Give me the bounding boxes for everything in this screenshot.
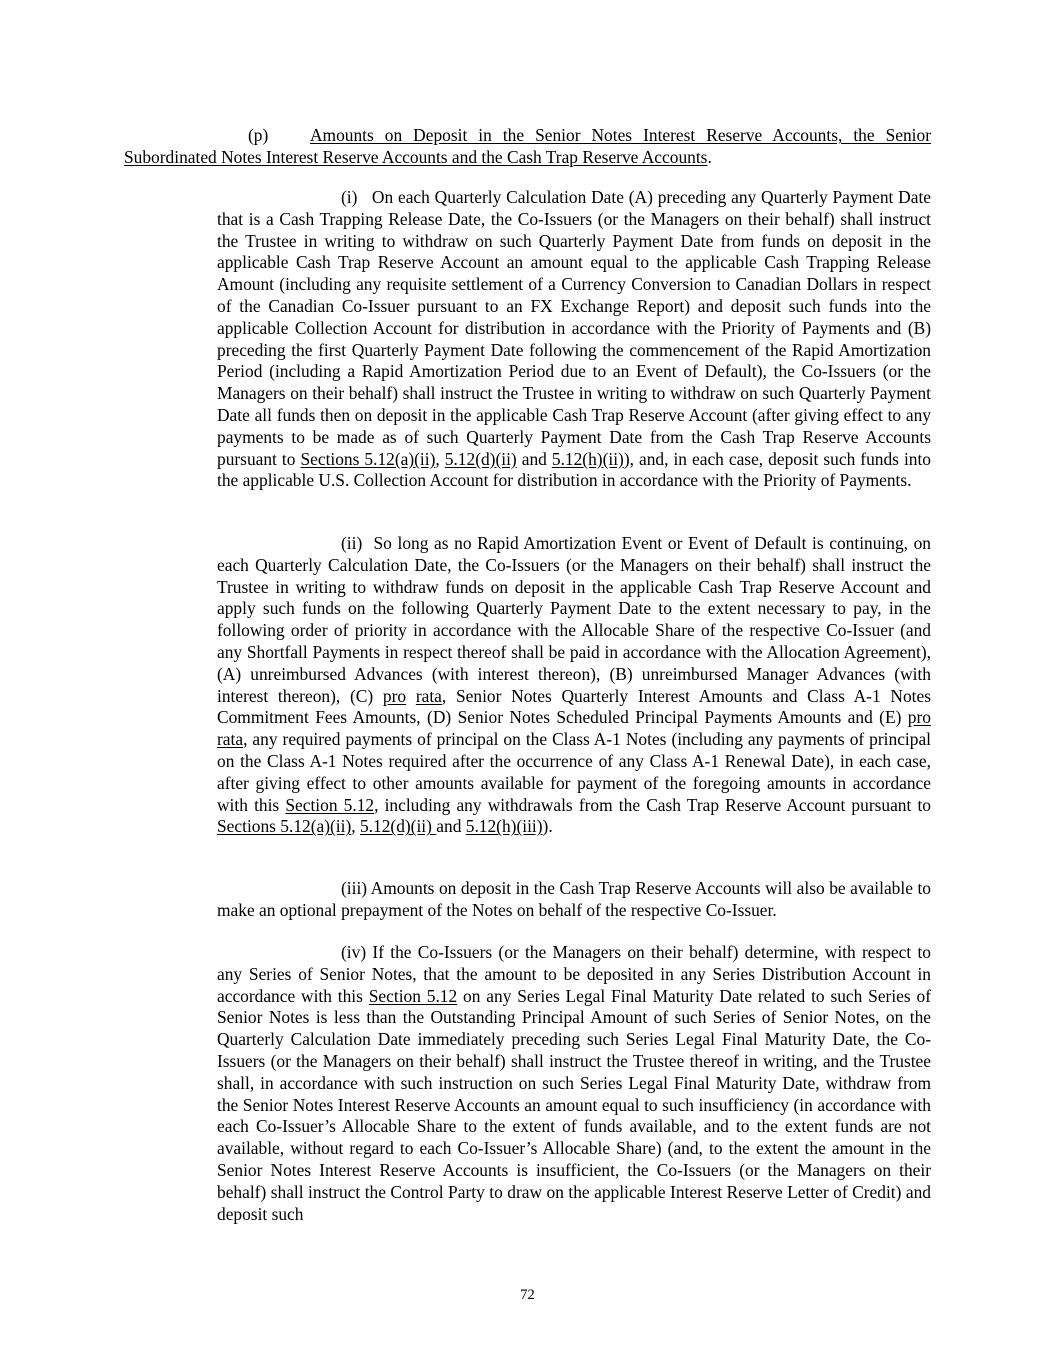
rata-term: rata — [415, 685, 442, 706]
section-p-title: Amounts on Deposit in the Senior Notes Interest Reserve Accounts, the Senior Subordinated Notes Interest Reserve Accounts and the Cash Trap Reserve Accounts — [124, 125, 931, 167]
section-p-heading — [124, 125, 931, 169]
ref-5-12-h-ii: 5.12(h)(ii) — [551, 448, 624, 469]
separator: , — [435, 448, 445, 469]
ref-5-12-h-iii: 5.12(h)(iii) — [465, 816, 543, 837]
ref-sections-5-12-a-ii: Sections 5.12(a)(ii) — [300, 448, 436, 469]
subsection-i-text: On each Quarterly Calculation Date (A) preceding any Quarterly Payment Date that is a Cash Trapping Release Date, the Co-Issuers (or the Managers on their behalf) shall instruct the Trustee in writing to withdraw on such Quarterly Payment Date from funds on deposit in the applicable Cash Trap Reserve Account an amount equal to the applicable Cash Trapping Release Amount (including any requisite settlement of a Currency Conversion to Canadian Dollars in respect of the Canadian Co-Issuer pursuant to an FX Exchange Report) and deposit such funds into the applicable Collection Account for distribution in accordance with the Priority of Payments and (B) preceding the first Quarterly Payment Date following the commencement of the Rapid Amortization Period (including a Rapid Amortization Period due to an Event of Default), the Co-Issuers (or the Managers on their behalf) shall instruct the Trustee in writing to withdraw on such Quarterly Payment Date all funds then on deposit in the applicable Cash Trap Reserve Account (after giving effect to any payments to be made as of such Quarterly Payment Date from the Cash Trap Reserve Accounts pursuant to — [217, 187, 932, 469]
subsection-ii-end: ). — [542, 816, 553, 837]
ref-5-12-d-ii: 5.12(d)(ii) — [444, 448, 517, 469]
page-number: 72 — [520, 1287, 535, 1303]
subsection-ii-text-3: , any required payments of principal on the Class A-1 Notes (including any payments of principal on the Class A-1 Notes required after the occurrence of any Class A-1 Renewal Date), in each case, after giving effect to other amounts available for payment of the foregoing amounts in accordance with this — [217, 729, 931, 815]
section-p-label: (p) — [248, 125, 269, 145]
conjunction: and — [436, 816, 466, 837]
subsection-iv-text-2: on any Series Legal Final Maturity Date related to such Series of Senior Notes is less than the Outstanding Principal Amount of such Series of Senior Notes, on the Quarterly Calculation Date immediately preceding such Series Legal Final Maturity Date, the Co-Issuers (or the Managers on their behalf) shall instruct the Trustee thereof in writing, and the Trustee shall, in accordance with such instruction on such Series Legal Final Maturity Date, withdraw from the Senior Notes Interest Reserve Accounts an amount equal to such insufficiency (in accordance with each Co-Issuer’s Allocable Share to the extent of funds available, and to the extent funds are not available, without regard to each Co-Issuer’s Allocable Share) (and, to the extent the amount in the Senior Notes Interest Reserve Accounts is insufficient, the Co-Issuers (or the Managers on their behalf) shall instruct the Control Party to draw on the applicable Interest Reserve Letter of Credit) and deposit such — [217, 985, 931, 1224]
ref-sections-5-12-a-ii: Sections 5.12(a)(ii) — [217, 816, 352, 837]
conjunction: and — [516, 448, 552, 469]
section-p-title-end: . — [707, 146, 712, 167]
subsection-iv — [217, 942, 931, 1225]
pro-term: pro — [907, 707, 931, 728]
ref-section-5-12: Section 5.12 — [285, 794, 375, 815]
subsection-ii — [217, 533, 931, 838]
subsection-iii-text: Amounts on deposit in the Cash Trap Reserve Accounts will also be available to make an optional prepayment of the Notes on behalf of the respective Co-Issuer. — [217, 878, 931, 920]
subsection-i-label: (i) — [341, 187, 358, 207]
pro-term: pro — [382, 685, 407, 706]
ref-section-5-12: Section 5.12 — [368, 985, 458, 1006]
subsection-iii-label: (iii) — [341, 878, 368, 898]
subsection-iv-text-1: If the Co-Issuers (or the Managers on their behalf) determine, with respect to any Series of Senior Notes, that the amount to be deposited in any Series Distribution Account in accordance with this — [217, 942, 931, 1006]
ref-5-12-d-ii: 5.12(d)(ii) — [359, 816, 437, 837]
subsection-ii-label: (ii) — [341, 533, 363, 553]
rata-term: rata — [217, 729, 244, 750]
subsection-ii-text-1: So long as no Rapid Amortization Event or Event of Default is continuing, on each Quarterly Calculation Date, the Co-Issuers (or the Managers on their behalf) shall instruct the Trustee in writing to withdraw funds on deposit in the applicable Cash Trap Reserve Account and apply such funds on the following Quarterly Payment Date to the extent necessary to pay, in the following order of priority in accordance with the Allocable Share of the respective Co-Issuer (and any Shortfall Payments in respect thereof shall be paid in accordance with the Allocation Agreement), (A) unreimbursed Advances (with interest thereon), (B) unreimbursed Manager Advances (with interest thereon), (C) — [217, 533, 931, 706]
subsection-iv-label: (iv) — [341, 942, 367, 962]
subsection-i — [217, 187, 931, 492]
subsection-i-end: ), and, in each case, deposit such funds into the applicable U.S. Collection Account for distribution in accordance with the Priority of Payments. — [217, 448, 932, 491]
subsection-ii-text-4: , including any withdrawals from the Cash Trap Reserve Account pursuant to — [374, 794, 931, 815]
subsection-iii — [217, 878, 931, 922]
subsection-ii-text-2: , Senior Notes Quarterly Interest Amounts and Class A-1 Notes Commitment Fees Amounts, (D) Senior Notes Scheduled Principal Payments Amounts and (E) — [217, 685, 931, 728]
separator: , — [351, 816, 360, 837]
